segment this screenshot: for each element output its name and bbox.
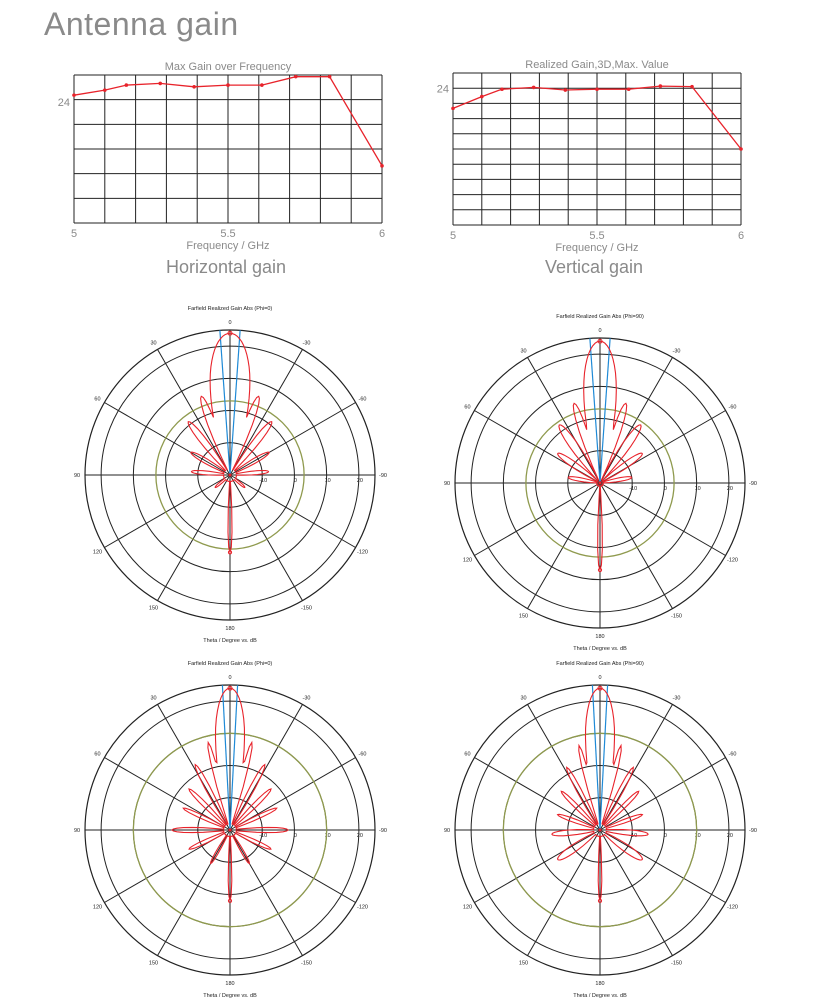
angle-label: 180	[225, 626, 235, 632]
angle-label: -30	[302, 340, 311, 347]
vertical-gain-heading: Vertical gain	[545, 257, 644, 277]
x-tick-label: 5	[70, 228, 78, 240]
polar-vertical-chart-2	[430, 655, 770, 1000]
center-marker	[228, 828, 231, 831]
data-point	[480, 95, 484, 99]
data-point	[328, 75, 332, 79]
polar-title: Farfield Realized Gain Abs (Phi=0)	[187, 661, 273, 667]
angle-label: 120	[462, 904, 473, 911]
angle-label: 0	[228, 320, 232, 326]
angle-label: 30	[520, 695, 527, 702]
data-point	[294, 75, 298, 79]
data-point	[260, 83, 264, 87]
angle-label: -90	[379, 828, 387, 834]
angle-label: -90	[379, 473, 387, 479]
radial-label: -10	[259, 833, 268, 839]
angle-label: 30	[150, 695, 157, 702]
data-point	[451, 107, 455, 111]
polar-horizontal-chart-2	[60, 655, 400, 1000]
polar-title: Farfield Realized Gain Abs (Phi=90)	[556, 661, 644, 667]
radial-label: 20	[356, 478, 363, 484]
angle-label: -30	[672, 348, 681, 355]
angle-label: 180	[225, 981, 235, 987]
angle-label: -60	[728, 404, 737, 411]
angle-label: 150	[148, 960, 159, 967]
y-tick-label: 24	[57, 96, 70, 109]
angle-label: 30	[520, 348, 527, 355]
x-tick-label: 5.5	[589, 230, 605, 242]
center-marker	[598, 481, 601, 484]
angle-label: -90	[749, 828, 757, 834]
radial-label: 10	[324, 478, 331, 484]
angle-label: -60	[358, 396, 367, 403]
data-point	[380, 164, 384, 168]
angle-label: 60	[94, 751, 101, 758]
polar-axis-label: Theta / Degree vs. dB	[203, 638, 257, 644]
page-title: Antenna gain	[44, 6, 239, 42]
horizontal-gain-heading: Horizontal gain	[166, 257, 287, 277]
beamwidth-line	[600, 338, 610, 483]
polar-axis-label: Theta / Degree vs. dB	[573, 993, 627, 999]
data-point	[690, 85, 694, 89]
data-point	[564, 88, 568, 92]
polar-axis-label: Theta / Degree vs. dB	[203, 993, 257, 999]
data-point	[192, 85, 196, 89]
radial-label: 0	[293, 478, 297, 484]
polar-horizontal-chart-1	[60, 300, 400, 645]
max-gain-chart	[40, 55, 410, 260]
data-point	[500, 87, 504, 91]
chart-title: Max Gain over Frequency	[164, 61, 292, 73]
data-point	[226, 83, 230, 87]
polar-axis-label: Theta / Degree vs. dB	[573, 646, 627, 652]
radial-label: -10	[629, 486, 638, 492]
angle-label: -60	[358, 751, 367, 758]
angle-label: 90	[443, 481, 451, 487]
angle-label: -90	[749, 481, 757, 487]
x-axis-label: Frequency / GHz	[186, 240, 270, 252]
angle-label: -150	[300, 605, 313, 612]
angle-label: 0	[228, 675, 232, 681]
angle-label: 180	[595, 634, 605, 640]
y-tick-label: 24	[436, 83, 449, 96]
angle-label: -120	[356, 904, 369, 911]
angle-label: 90	[443, 828, 451, 834]
x-axis-label: Frequency / GHz	[555, 242, 639, 254]
chart-title: Realized Gain,3D,Max. Value	[525, 59, 669, 71]
angle-label: 60	[464, 751, 471, 758]
data-point	[125, 83, 129, 87]
radial-label: 20	[356, 833, 363, 839]
realized-gain-chart	[410, 55, 780, 260]
radial-label: 0	[293, 833, 297, 839]
angle-label: 60	[464, 404, 471, 411]
data-point	[158, 82, 162, 86]
x-tick-label: 6	[378, 228, 386, 240]
polar-title: Farfield Realized Gain Abs (Phi=0)	[187, 306, 273, 312]
data-point	[627, 87, 631, 91]
angle-label: 150	[518, 960, 529, 967]
data-point	[72, 93, 76, 97]
data-point	[595, 87, 599, 91]
data-point	[103, 88, 107, 92]
angle-label: 60	[94, 396, 101, 403]
data-point	[659, 84, 663, 88]
angle-label: 120	[92, 549, 103, 556]
angle-label: 120	[92, 904, 103, 911]
angle-label: 0	[598, 675, 602, 681]
angle-label: -150	[300, 960, 313, 967]
data-point	[532, 86, 536, 90]
radial-label: 10	[694, 486, 701, 492]
radial-label: 20	[726, 833, 733, 839]
radial-label: 10	[694, 833, 701, 839]
radial-label: 20	[726, 486, 733, 492]
angle-label: -30	[672, 695, 681, 702]
angle-label: 120	[462, 557, 473, 564]
angle-label: 0	[598, 328, 602, 334]
radial-label: 0	[663, 833, 667, 839]
angle-label: -150	[670, 613, 683, 620]
radial-label: 0	[663, 486, 667, 492]
beamwidth-line	[590, 338, 600, 483]
center-marker	[598, 828, 601, 831]
angle-label: -120	[356, 549, 369, 556]
angle-label: 150	[148, 605, 159, 612]
angle-label: -60	[728, 751, 737, 758]
angle-label: 180	[595, 981, 605, 987]
angle-label: 90	[73, 473, 81, 479]
data-point	[739, 147, 743, 151]
radial-label: -10	[259, 478, 268, 484]
center-marker	[228, 473, 231, 476]
angle-label: -120	[726, 557, 739, 564]
polar-title: Farfield Realized Gain Abs (Phi=90)	[556, 314, 644, 320]
angle-label: -120	[726, 904, 739, 911]
radial-label: -10	[629, 833, 638, 839]
x-tick-label: 5.5	[220, 228, 236, 240]
angle-label: -150	[670, 960, 683, 967]
angle-label: -30	[302, 695, 311, 702]
angle-label: 30	[150, 340, 157, 347]
radial-label: 10	[324, 833, 331, 839]
polar-vertical-chart-1	[430, 308, 770, 653]
x-tick-label: 6	[737, 230, 745, 242]
x-tick-label: 5	[449, 230, 457, 242]
beamwidth-line	[230, 330, 240, 475]
beamwidth-line	[220, 330, 230, 475]
angle-label: 150	[518, 613, 529, 620]
angle-label: 90	[73, 828, 81, 834]
